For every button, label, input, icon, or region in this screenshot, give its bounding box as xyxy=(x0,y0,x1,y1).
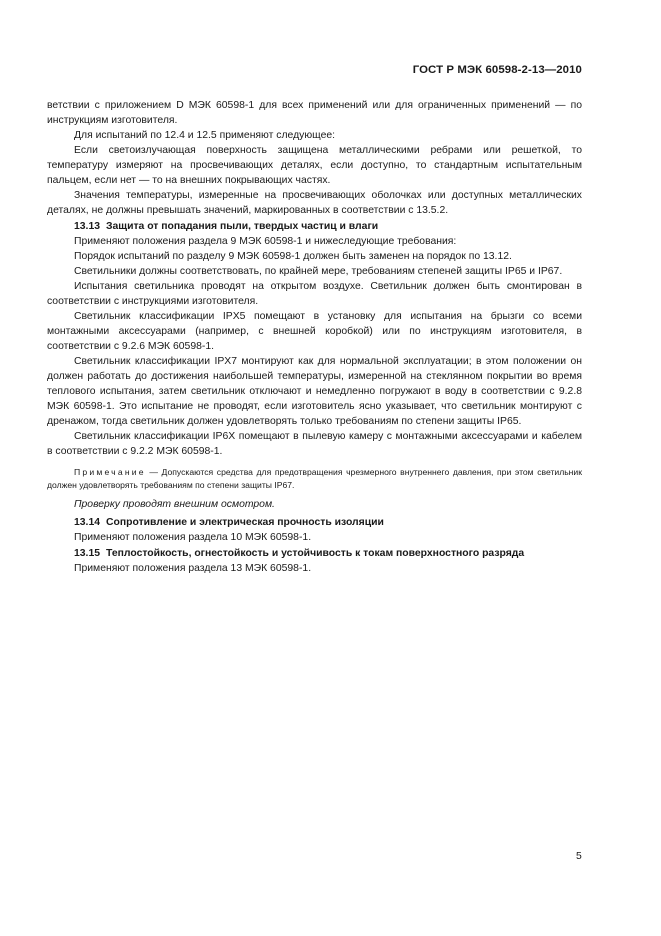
paragraph: ветствии с приложением D МЭК 60598-1 для всех применений или для ограниченных применений — по инструкциям изготовителя. xyxy=(47,100,582,126)
section-number: 13.13 xyxy=(74,221,101,232)
section-heading-13-13 xyxy=(47,219,582,234)
section-heading-13-15 xyxy=(47,546,582,561)
note-text: — Допускаются средства для предотвращения чрезмерного внутреннего давления, при этом светильник должен удовлетворять требованиям по степени защиты IP67. xyxy=(47,467,582,490)
section-title: Теплостойкость, огнестойкость и устойчивость к токам поверхностного разряда xyxy=(106,548,525,559)
paragraph: Светильник классификации IP6X помещают в пылевую камеру с монтажными аксессуарами и кабелем в соответствии с 9.2.2 МЭК 60598-1. xyxy=(47,431,582,457)
check-statement: Проверку проводят внешним осмотром. xyxy=(74,499,275,510)
section-heading-13-14 xyxy=(47,515,582,530)
paragraph: Порядок испытаний по разделу 9 МЭК 60598-1 должен быть заменен на порядок по 13.12. xyxy=(74,251,512,262)
note-label: Примечание xyxy=(74,467,146,477)
paragraph: Для испытаний по 12.4 и 12.5 применяют следующее: xyxy=(74,130,336,141)
page-body xyxy=(47,98,582,576)
paragraph: Применяют положения раздела 9 МЭК 60598-1 и нижеследующие требования: xyxy=(74,236,457,247)
note xyxy=(47,466,582,492)
paragraph: Светильник классификации IPX5 помещают в установку для испытания на брызги со всеми монтажными аксессуарами (например, с внешней коробкой) или по инструкциям изготовителя, в соответствии с 9.2.6 МЭК 60598-1. xyxy=(47,311,582,352)
paragraph: Испытания светильника проводят на открытом воздухе. Светильник должен быть смонтирован в соответствии с инструкциями изготовителя. xyxy=(47,281,582,307)
section-title: Сопротивление и электрическая прочность изоляции xyxy=(106,517,384,528)
paragraph: Светильник классификации IPX7 монтируют как для нормальной эксплуатации; в этом положении он должен работать до достижения наибольшей температуры, измеренной на стеклянном покрытии во время теплового испытания, затем светильник отключают и немедленно погружают в воду в соответствии с 9.2.8 МЭК 60598-1. Это испытание не проводят, если изготовитель ясно указывает, что светильник монтируют с дренажом, тогда светильник должен удовлетворять только требованиям по степени защиты IP65. xyxy=(47,356,582,427)
section-number: 13.15 xyxy=(74,548,101,559)
paragraph: Применяют положения раздела 10 МЭК 60598-1. xyxy=(74,532,312,543)
section-title: Защита от попадания пыли, твердых частиц и влаги xyxy=(106,221,379,232)
paragraph: Светильники должны соответствовать, по крайней мере, требованиям степеней защиты IP65 и IP67. xyxy=(74,266,563,277)
paragraph: Значения температуры, измеренные на просвечивающих оболочках или доступных металлических деталях, не должны превышать значений, маркированных в соответствии с 13.5.2. xyxy=(47,190,582,216)
page-number: 5 xyxy=(576,851,582,862)
document-id: ГОСТ Р МЭК 60598-2-13—2010 xyxy=(412,64,582,76)
paragraph: Если светоизлучающая поверхность защищена металлическими ребрами или решеткой, то температуру измеряют на просвечивающих деталях, если доступно, то стандартным испытательным пальцем, если нет — то на внешних покрывающих частях. xyxy=(47,145,582,186)
document-header xyxy=(60,64,582,76)
paragraph: Применяют положения раздела 13 МЭК 60598-1. xyxy=(74,563,312,574)
section-number: 13.14 xyxy=(74,517,101,528)
